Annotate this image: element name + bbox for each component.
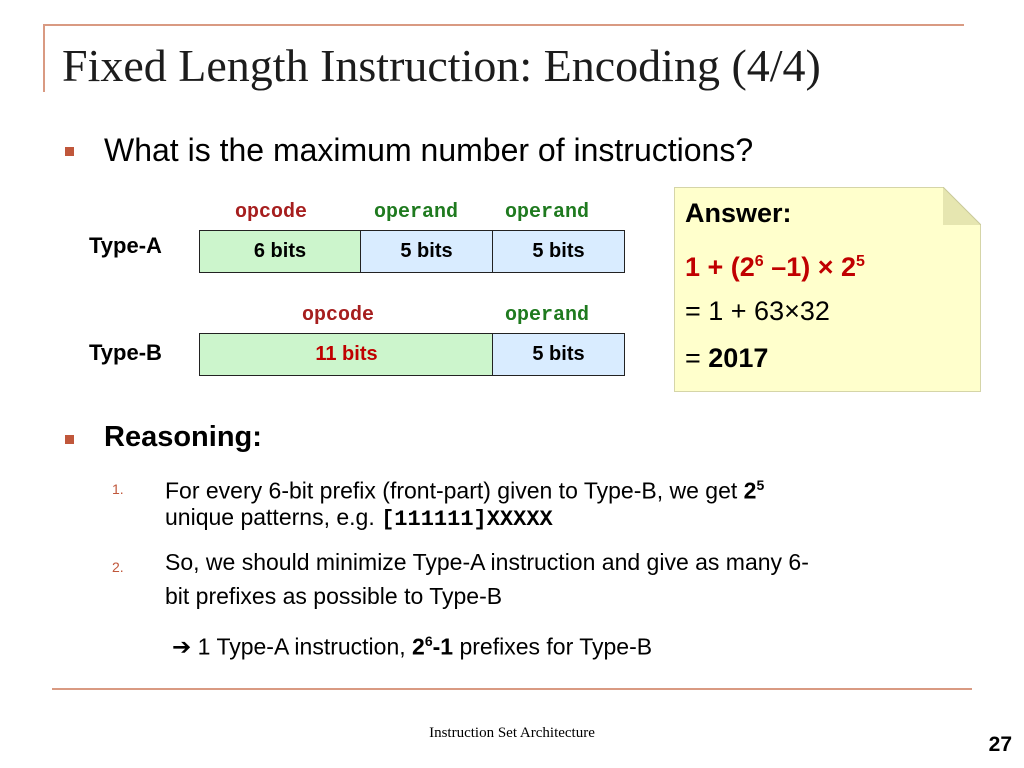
footer-text: Instruction Set Architecture (429, 725, 595, 741)
footer-rule (52, 688, 972, 690)
reasoning-item-2-line1: So, we should minimize Type-A instruction and give as many 6- (165, 549, 809, 575)
type-b-field-opcode: 11 bits (199, 333, 494, 376)
reasoning-conclusion: ➔ 1 Type-A instruction, $2^6-1$ prefixes for Type-B (172, 633, 653, 660)
type-a-operand2-header: operand (505, 201, 590, 224)
bullet-marker (65, 435, 74, 444)
type-a-field-opcode: 6 bits (199, 230, 361, 273)
answer-computation: = 1 + 63×32 (685, 296, 830, 326)
type-a-operand1-header: operand (374, 201, 459, 224)
slide-title: Fixed Length Instruction: Encoding (4/4) (62, 40, 821, 91)
reasoning-item-1-line1: For every 6-bit prefix (front-part) given to Type-B, we get $2^5$ (165, 477, 765, 504)
reasoning-item-1-number: 1. (112, 481, 124, 497)
reasoning-heading: Reasoning: (104, 421, 262, 453)
type-a-label: Type-A (89, 233, 162, 258)
folded-corner-icon (943, 187, 981, 225)
type-a-opcode-header: opcode (235, 201, 308, 224)
question-text: What is the maximum number of instructions? (104, 132, 754, 168)
answer-result: = 2017 (685, 343, 769, 373)
reasoning-item-1-line2: unique patterns, e.g. [111111]XXXXX (165, 504, 553, 532)
type-a-field-operand1: 5 bits (360, 230, 493, 273)
type-a-field-operand2: 5 bits (492, 230, 625, 273)
reasoning-item-2-number: 2. (112, 559, 124, 575)
answer-heading: Answer: (685, 198, 792, 228)
title-rule-left (43, 24, 45, 92)
type-b-label: Type-B (89, 340, 162, 365)
type-b-operand-header: operand (505, 304, 590, 327)
answer-formula: $1 + (2^6$ $-1) \times 2^5$ (685, 252, 865, 282)
title-rule-top (43, 24, 964, 26)
type-b-field-operand: 5 bits (492, 333, 625, 376)
type-b-opcode-header: opcode (302, 304, 375, 327)
page-number: 27 (988, 733, 1012, 756)
reasoning-item-2-line2: bit prefixes as possible to Type-B (165, 583, 503, 609)
bullet-marker (65, 147, 74, 156)
arrow-right-icon: ➔ (172, 633, 192, 660)
